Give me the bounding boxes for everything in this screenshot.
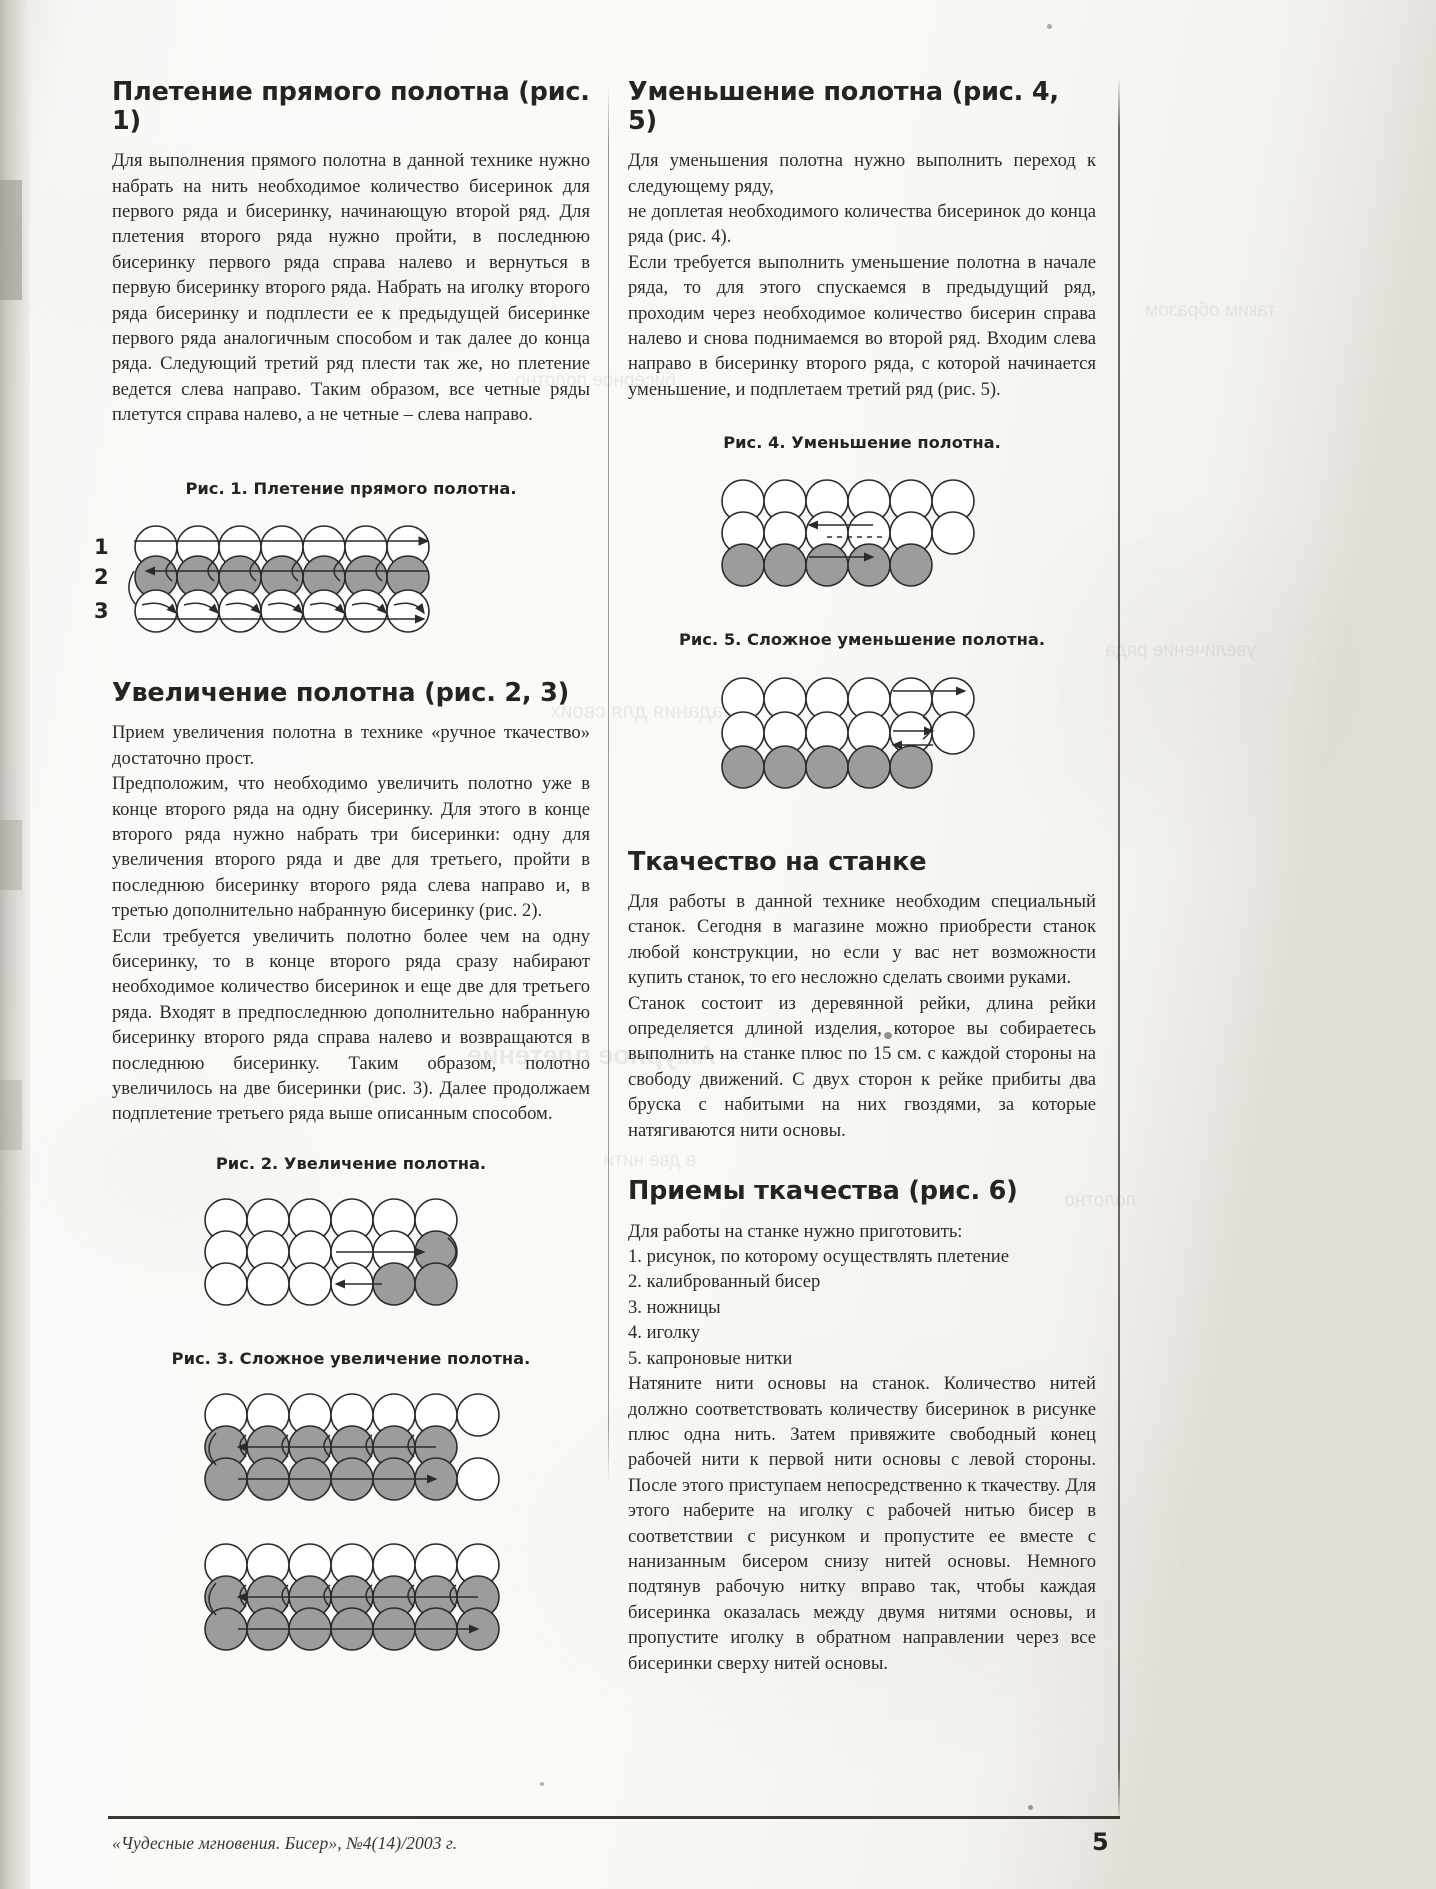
figure3-svg xyxy=(186,1387,516,1687)
paragraph-loom-2: Станок состоит из деревянной рейки, длина рейки определяется длиной изделия, которое вы собираетесь выполнить на станке плюс по 15 см. с каждой стороны на свободу движений. С двух сторон к рейке прибиты два бруска с набитыми на них гвоздями, за которые натягиваются нити основы. xyxy=(628,992,1096,1141)
left-column xyxy=(94,77,590,1687)
figure2-svg xyxy=(186,1190,516,1318)
heading-decrease-cloth: Уменьшение полотна (рис. 4, 5) xyxy=(628,77,1059,136)
paragraph-tools-intro: Для работы на станке нужно приготовить: xyxy=(628,1220,963,1242)
heading-weaving-techniques: Приемы ткачества (рис. 6) xyxy=(628,1176,1018,1207)
tools-list-item: 3. ножницы xyxy=(628,1296,721,1318)
figure2-caption: Рис. 2. Увеличение полотна. xyxy=(215,1153,487,1173)
paragraph-decrease-3: Если требуется выполнить уменьшение полотна в начале ряда, то для этого спускаемся в предыдущий ряд, проходим через необходимое количество бисерин справа налево и снова поднимаемся во второй ряд. Входим слева направо в бисеринку второго ряда, с которой начинается уменьшение, и подплетаем третий ряд (рис. 5). xyxy=(628,251,1096,400)
paragraph-straight-weaving: Для выполнения прямого полотна в данной технике нужно набрать на нить необходимое количество бисеринок для первого ряда и бисеринку, начинающую второй ряд. Для плетения второго ряда нужно пройти, в последнюю бисеринку первого ряда справа налево и вернуться в первую бисеринку второго ряда. Набрать на иголку второго ряда бисеринку и подплести ее к предыдущей бисеринке первого ряда аналогичным способом и так далее до конца ряда. Следующий третий ряд плести так же, но плетение ведется слева направо. Таким образом, все четные ряды плетутся справа налево, а не четные – слева направо. xyxy=(112,150,590,426)
figure1-row-label-2: 2 xyxy=(94,564,109,589)
figure5-row2 xyxy=(722,712,974,754)
figure5-row3 xyxy=(722,746,932,788)
paragraph-decrease-1: Для уменьшения полотна нужно выполнить переход к следующему ряду, xyxy=(628,150,1096,197)
page-number: 5 xyxy=(1092,1828,1109,1856)
tools-list-item: 1. рисунок, по которому осуществлять плетение xyxy=(628,1246,1009,1268)
figure4-caption: Рис. 4. Уменьшение полотна. xyxy=(723,433,1001,453)
figure4-row1 xyxy=(722,480,974,522)
page-bottom-rule xyxy=(108,1816,1120,1819)
figure3-lower xyxy=(205,1544,499,1650)
figure5-complex-decrease xyxy=(697,669,1027,804)
paragraph-loom-1: Для работы в данной технике необходим специальный станок. Сегодня в магазине можно приобрести станок любой конструкции, но если у вас нет возможности купить станок, то его несложно сделать своими руками. xyxy=(628,891,1096,989)
tools-list-item: 5. капроновые нитки xyxy=(628,1347,793,1369)
figure1-straight-weaving xyxy=(94,515,590,645)
figure2-row3 xyxy=(205,1263,457,1305)
paragraph-weaving-instructions: Натяните нити основы на станок. Количество нитей должно соответствовать количеству бисеринок в рисунке плюс одна нить. Затем привяжите свободный конец рабочей нити к первой нити основы с левой стороны. После этого приступаем непосредственно к ткачеству. Для этого наберите на иголку с рабочей нитью бисер в соответствии с рисунком и пропустите ее вместе с нанизанным бисером снизу нитей основы. Немного подтянув рабочую нитку вправо так, чтобы каждая бисеринка оказалась между двумя нитями основы, и пропустите иголку в обратном направлении через все бисеринки сверху нитей основы. xyxy=(628,1373,1096,1674)
figure4-svg xyxy=(697,471,1027,601)
paragraph-increase-1: Прием увеличения полотна в технике «ручное ткачество» достаточно прост. xyxy=(112,722,590,769)
figure5-svg xyxy=(697,669,1027,804)
figure1-caption: Рис. 1. Плетение прямого полотна. xyxy=(185,478,517,498)
heading-loom-weaving: Ткачество на станке xyxy=(628,846,927,877)
paragraph-increase-3: Если требуется увеличить полотно более чем на одну бисеринку, то в конце второго ряда сразу набирают необходимое количество бисеринок и еще две для третьего ряда. Входят в предпоследнюю дополнительно набранную бисеринку второго ряда справа налево и возвращаются в последнюю бисеринку. Таким образом, полотно увеличилось на две бисеринки (рис. 3). Далее продолжаем подплетение третьего ряда выше описанным способом. xyxy=(112,925,590,1125)
figure4-row3 xyxy=(722,544,932,586)
paragraph-increase-2: Предположим, что необходимо увеличить полотно уже в конце второго ряда на одну бисеринку. Для этого в конце второго ряда нужно набрать три бисеринки: одну для увеличения второго ряда и две для третьего, пройти в последнюю бисеринку второго ряда слева направо и, в третью дополнительно набранную бисеринку (рис. 2). xyxy=(112,773,590,922)
right-column xyxy=(628,78,1096,1676)
paragraph-decrease-2: не доплетая необходимого количества бисеринок до конца ряда (рис. 4). xyxy=(628,200,1096,248)
tools-list-item: 4. иголку xyxy=(628,1322,701,1344)
figure5-row1 xyxy=(722,678,974,720)
page-right-rule xyxy=(1118,78,1120,1820)
heading-straight-weaving: Плетение прямого полотна (рис. 1) xyxy=(112,77,590,136)
figure2-increase-cloth xyxy=(186,1190,516,1318)
figure3-caption: Рис. 3. Сложное увеличение полотна. xyxy=(171,1348,531,1368)
figure5-caption: Рис. 5. Сложное уменьшение полотна. xyxy=(678,630,1046,650)
figure2-row1 xyxy=(205,1199,457,1241)
column-divider xyxy=(608,86,609,1484)
figure3-complex-increase xyxy=(186,1387,516,1687)
figure1-row-label-3: 3 xyxy=(94,598,109,623)
figure1-row-label-1: 1 xyxy=(94,534,109,559)
figure1-svg xyxy=(112,515,472,645)
figure4-decrease-cloth xyxy=(697,471,1027,601)
tools-list xyxy=(628,1244,1096,1371)
heading-increase-cloth: Увеличение полотна (рис. 2, 3) xyxy=(112,677,570,708)
figure4-row2 xyxy=(722,512,974,554)
footer-credit: «Чудесные мгновения. Бисер», №4(14)/2003 г. xyxy=(112,1833,458,1853)
tools-list-item: 2. калиброванный бисер xyxy=(628,1271,821,1293)
figure3-upper xyxy=(205,1394,499,1500)
